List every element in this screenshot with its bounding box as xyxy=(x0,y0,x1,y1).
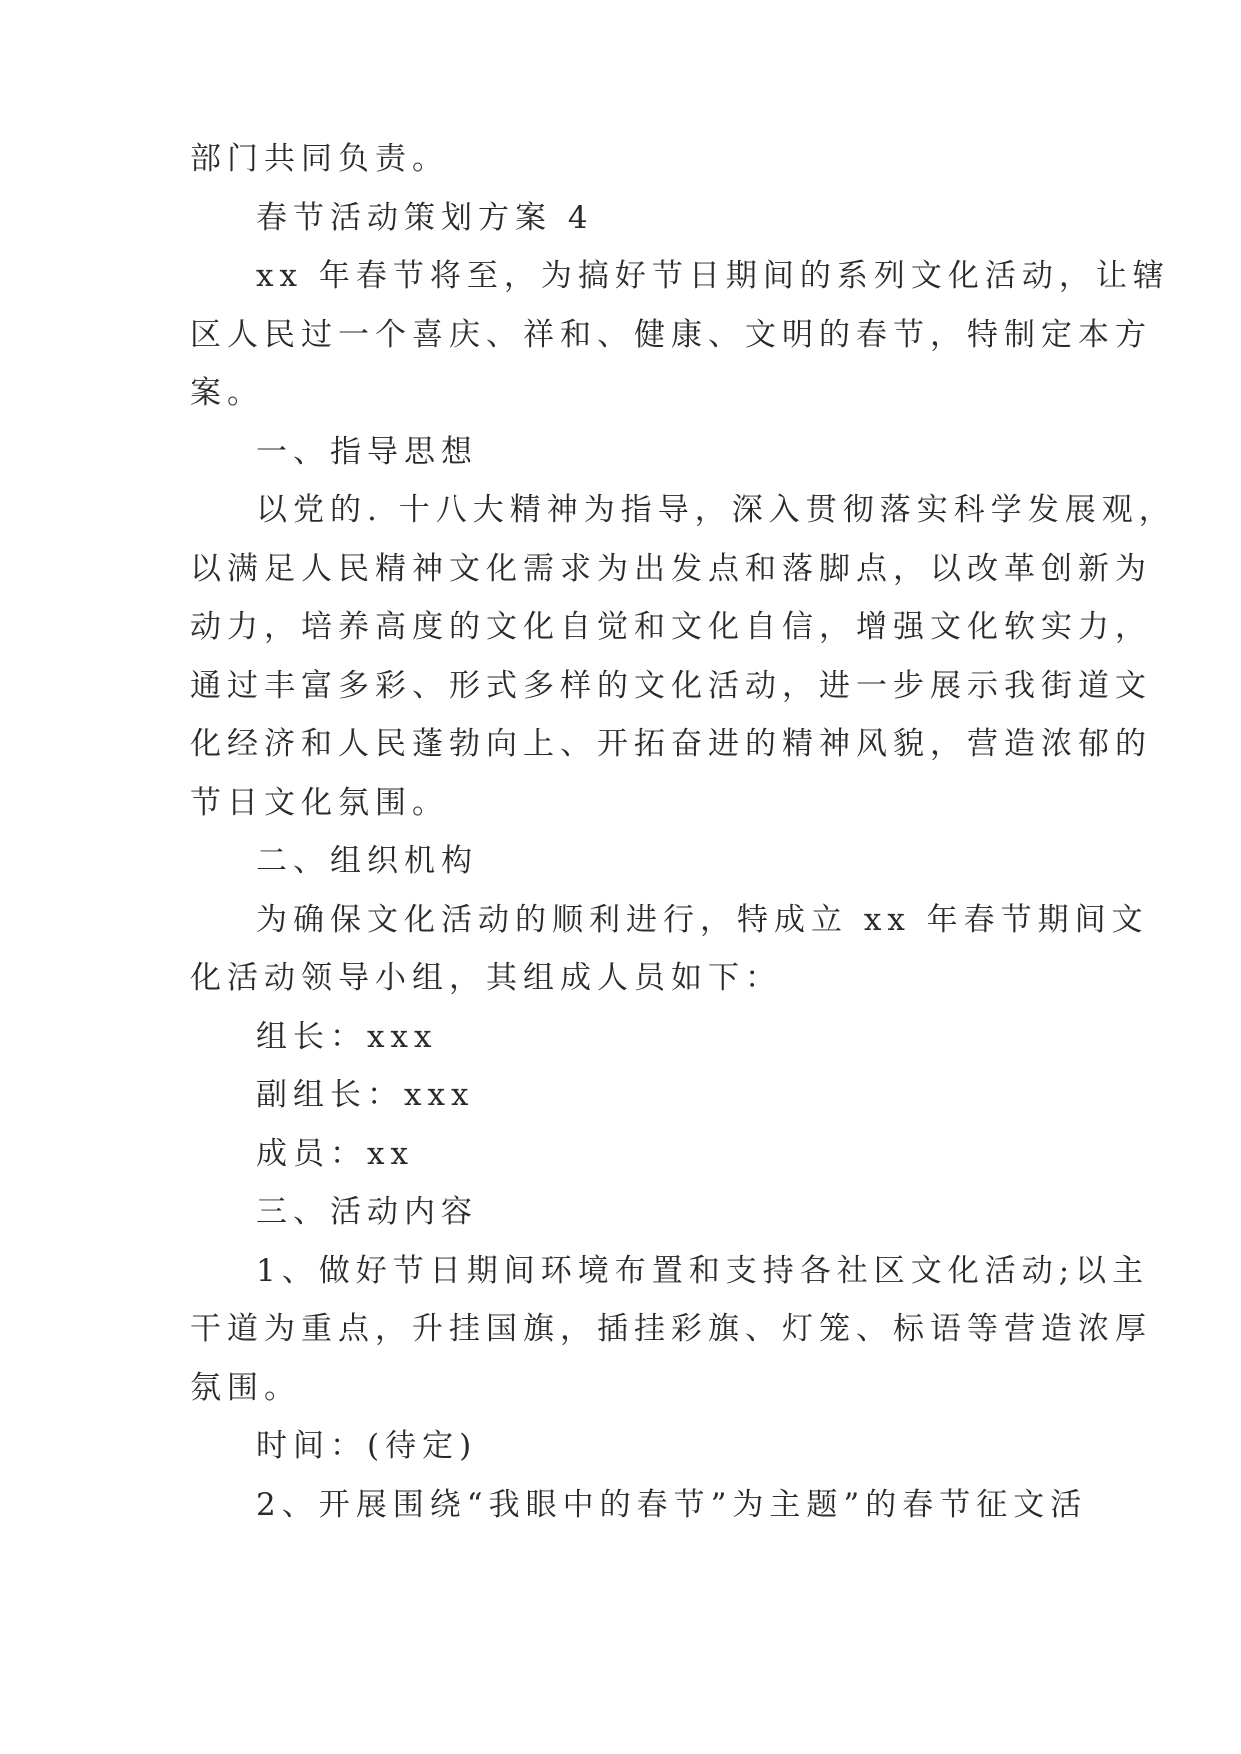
paragraph-line: 2、开展围绕“我眼中的春节”为主题”的春节征文活 xyxy=(256,1486,1088,1523)
deputy-leader-line: 副组长：xxx xyxy=(256,1077,475,1113)
paragraph-line: 干道为重点，升挂国旗，插挂彩旗、灯笼、标语等营造浓厚 xyxy=(190,1311,1152,1347)
time-line: 时间：(待定) xyxy=(256,1428,478,1464)
paragraph-line: 节日文化氛围。 xyxy=(190,784,449,821)
paragraph-line: 动力，培养高度的文化自觉和文化自信，增强文化软实力， xyxy=(190,609,1152,645)
paragraph-line: 1、做好节日期间环境布置和支持各社区文化活动;以主 xyxy=(256,1252,1150,1289)
heading-activity-content: 三、活动内容 xyxy=(256,1194,478,1230)
heading-guiding-thought: 一、指导思想 xyxy=(256,433,478,470)
heading-organization: 二、组织机构 xyxy=(256,843,478,879)
paragraph-line: 通过丰富多彩、形式多样的文化活动，进一步展示我街道文 xyxy=(190,667,1152,704)
leader-line: 组长：xxx xyxy=(256,1018,438,1055)
paragraph-line: 氛围。 xyxy=(190,1369,301,1406)
members-line: 成员：xx xyxy=(256,1135,414,1172)
paragraph-line: 为确保文化活动的顺利进行，特成立 xx 年春节期间文 xyxy=(256,901,1149,938)
body-line: 部门共同负责。 xyxy=(190,141,449,177)
paragraph-line: 以满足人民精神文化需求为出发点和落脚点，以改革创新为 xyxy=(190,550,1152,587)
paragraph-line: xx 年春节将至，为搞好节日期间的系列文化活动，让辖 xyxy=(256,258,1170,294)
paragraph-line: 化经济和人民蓬勃向上、开拓奋进的精神风貌，营造浓郁的 xyxy=(190,726,1152,762)
paragraph-line: 案。 xyxy=(190,375,264,411)
paragraph-line: 化活动领导小组，其组成人员如下： xyxy=(190,960,782,996)
paragraph-line: 以党的. 十八大精神为指导，深入贯彻落实科学发展观， xyxy=(256,492,1176,528)
paragraph-line: 区人民过一个喜庆、祥和、健康、文明的春节，特制定本方 xyxy=(190,316,1152,353)
document-body xyxy=(190,130,1176,1534)
section-title: 春节活动策划方案 4 xyxy=(256,199,594,236)
